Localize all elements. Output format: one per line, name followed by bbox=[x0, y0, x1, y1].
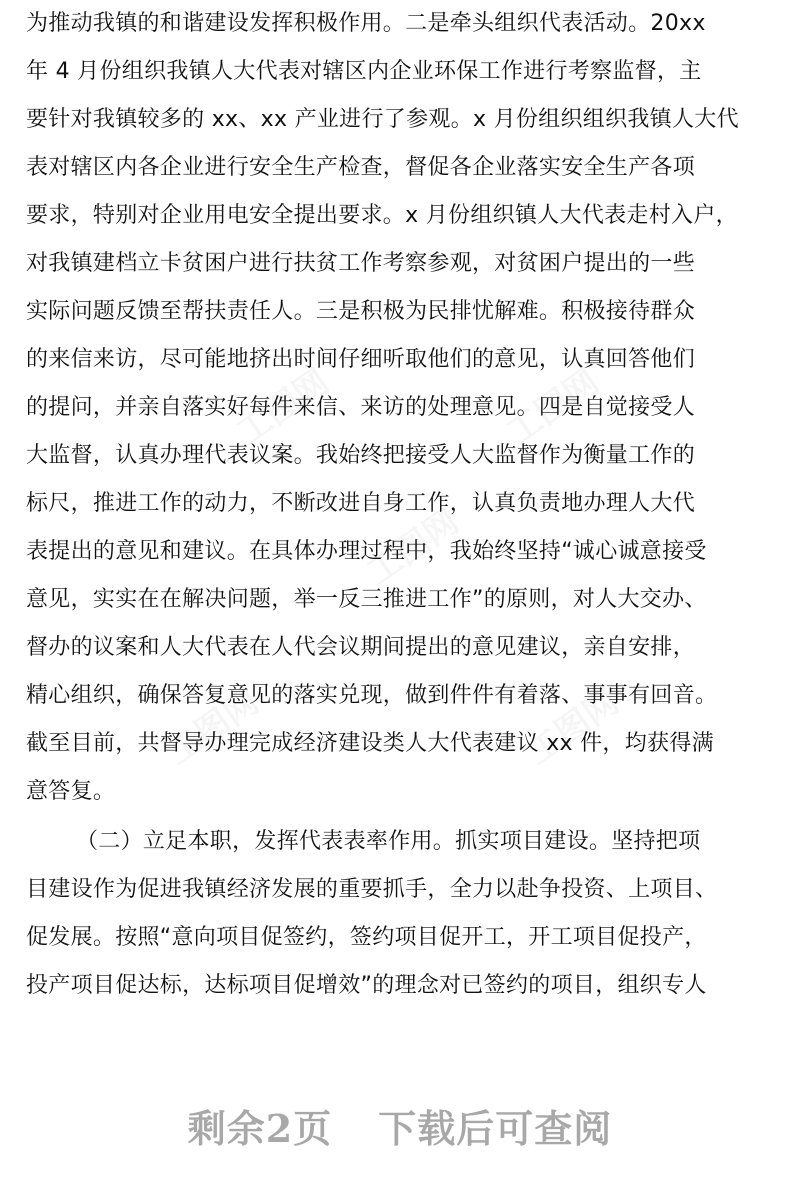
remaining-pages-label: 剩余2页 bbox=[187, 1106, 333, 1151]
watermark: 工图网 bbox=[519, 681, 627, 774]
text-line: 的提问，并亲自落实好每件来信、来访的处理意见。四是自觉接受人 bbox=[26, 395, 696, 420]
watermark: 工图网 bbox=[159, 681, 267, 774]
text-line: 表对辖区内各企业进行安全生产检查，督促各企业落实安全生产各项 bbox=[26, 155, 696, 180]
text-line: 的来信来访，尽可能地挤出时间仔细听取他们的意见，认真回答他们 bbox=[26, 347, 696, 372]
text-line: 为推动我镇的和谐建设发挥积极作用。二是牵头组织代表活动。20xx bbox=[26, 11, 706, 36]
text-line: 精心组织，确保答复意见的落实兑现，做到件件有着落、事事有回音。 bbox=[26, 683, 718, 708]
text-line: 对我镇建档立卡贫困户进行扶贫工作考察参观，对贫困户提出的一些 bbox=[26, 251, 696, 276]
text-line: 促发展。按照“意向项目促签约，签约项目促开工，开工项目促投产， bbox=[26, 925, 707, 950]
text-line: 要求，特别对企业用电安全提出要求。x 月份组织镇人大代表走村入户， bbox=[26, 203, 738, 228]
text-line: 年 4 月份组织我镇人大代表对辖区内企业环保工作进行考察监督，主 bbox=[26, 59, 702, 84]
text-line: 表提出的意见和建议。在具体办理过程中，我始终坚持“诚心诚意接受 bbox=[26, 539, 707, 564]
text-line: 目建设作为促进我镇经济发展的重要抓手，全力以赴争投资、上项目、 bbox=[26, 877, 718, 902]
text-line: 大监督，认真办理代表议案。我始终把接受人大监督作为衡量工作的 bbox=[26, 443, 696, 468]
text-line: 意答复。 bbox=[26, 779, 116, 804]
text-line: 截至目前，共督导办理完成经济建设类人大代表建议 xx 件，均获得满 bbox=[26, 731, 714, 756]
download-banner[interactable] bbox=[0, 1098, 800, 1153]
text-line: （二）立足本职，发挥代表表率作用。抓实项目建设。坚持把项 bbox=[76, 829, 701, 854]
text-line: 实际问题反馈至帮扶责任人。三是积极为民排忧解难。积极接待群众 bbox=[26, 299, 696, 324]
text-line: 要针对我镇较多的 xx、xx 产业进行了参观。x 月份组织组织我镇人大代 bbox=[26, 107, 739, 132]
body-text bbox=[26, 0, 778, 1010]
text-line: 标尺，推进工作的动力，不断改进自身工作，认真负责地办理人大代 bbox=[26, 491, 696, 516]
text-line: 意见，实实在在解决问题，举一反三推进工作”的原则，对人大交办、 bbox=[26, 587, 707, 612]
text-line: 投产项目促达标，达标项目促增效”的理念对已签约的项目，组织专人 bbox=[26, 973, 707, 998]
watermark: 工图网 bbox=[359, 501, 467, 594]
download-hint-label: 下载后可查阅 bbox=[378, 1106, 613, 1151]
watermark: 工图网 bbox=[499, 361, 607, 454]
watermark: 工图网 bbox=[229, 361, 337, 454]
text-line: 督办的议案和人大代表在人代会议期间提出的意见建议，亲自安排， bbox=[26, 635, 696, 660]
